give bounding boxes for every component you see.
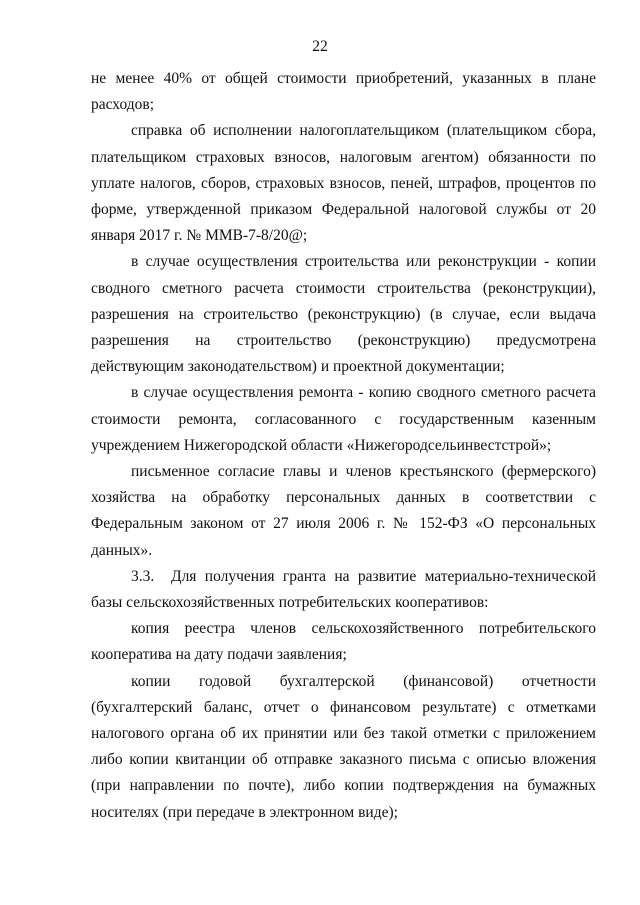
paragraph-2: справка об исполнении налогоплательщиком (плательщиком сбора, плательщиком страховых взносов, налоговым агентом) обязанности по уплате налогов, сборов, страховых взносов, пеней, штрафов, процентов по форме, утвержденной приказом Федеральной налоговой службы от 20 января 2017 г. № ММВ-7-8/20@;	[91, 122, 596, 245]
section-text: Для получения гранта на развитие материально-технической базы сельскохозяйственных потребительских кооперативов:	[91, 567, 596, 612]
section-number: 3.3.	[131, 567, 155, 585]
document-body	[91, 66, 596, 826]
paragraph-3: в случае осуществления строительства или реконструкции - копии сводного сметного расчета стоимости строительства (реконструкции), разрешения на строительство (реконструкцию) (в случае, если выдача разрешения на строительство (реконструкцию) предусмотрена действующим законодательством) и проектной документации;	[91, 253, 596, 376]
section-3-3-paragraph	[91, 564, 596, 616]
paragraph-4: в случае осуществления ремонта - копию сводного сметного расчета стоимости ремонта, согласованного с государственным казенным учреждением Нижегородской области «Нижегородсельинвестстрой»;	[91, 384, 596, 454]
paragraph-5: письменное согласие главы и членов крестьянского (фермерского) хозяйства на обработку персональных данных в соответствии с Федеральным законом от 27 июля 2006 г. № 152-ФЗ «О персональных данных».	[91, 463, 596, 559]
paragraph-1: не менее 40% от общей стоимости приобретений, указанных в плане расходов;	[91, 70, 596, 114]
page-number: 22	[312, 38, 328, 55]
paragraph-8: копии годовой бухгалтерской (финансовой) отчетности (бухгалтерский баланс, отчет о финансовом результате) с отметками налогового органа об их принятии или без такой отметки с приложением либо копии квитанции об отправке заказного письма с описью вложения (при направлении по почте), либо копии подтверждения на бумажных носителях (при передаче в электронном виде);	[91, 672, 596, 821]
paragraph-7: копия реестра членов сельскохозяйственного потребительского кооператива на дату подачи заявления;	[91, 620, 596, 664]
